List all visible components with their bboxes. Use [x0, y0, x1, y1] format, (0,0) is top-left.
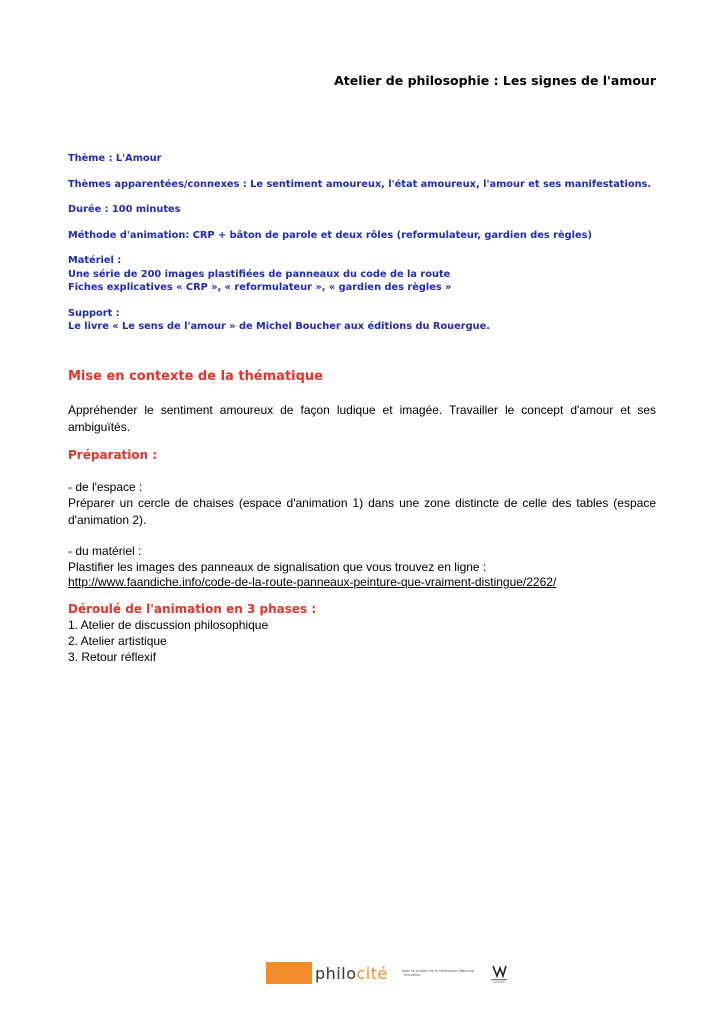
philocite-logo-text [315, 964, 388, 983]
space-label: - de l'espace : [68, 480, 143, 494]
material-prep-text: Plastifier les images des panneaux de signalisation que vous trouvez en ligne : [68, 560, 487, 574]
philocite-logo-block [266, 962, 312, 984]
preparation-heading: Préparation : [68, 448, 158, 462]
meta-section [68, 152, 658, 346]
footer [266, 962, 510, 984]
material-prep-label: - du matériel : [68, 544, 142, 558]
phase-item-1: 1. Atelier de discussion philosophique [68, 618, 269, 632]
document-title: Atelier de philosophie : Les signes de l'amour [334, 73, 656, 88]
support-label: Support : [68, 307, 120, 319]
federation-logo-icon [488, 962, 510, 984]
related-themes-line: Thèmes apparentées/connexes : Le sentiment amoureux, l'état amoureux, l'amour et ses manifestations. [68, 178, 652, 190]
context-text: Appréhender le sentiment amoureux de façon ludique et imagée. Travailler le concept d'amour et ses ambiguïtés. [68, 403, 656, 434]
sponsor-text: Avec le soutien de la Fédération Wallonie - Bruxelles [401, 969, 474, 977]
support-line: Le livre « Le sens de l'amour » de Michel Boucher aux éditions du Rouergue. [68, 321, 490, 332]
phases-heading: Déroulé de l'animation en 3 phases : [68, 602, 317, 616]
phase-item-2: 2. Atelier artistique [68, 634, 167, 648]
material-line-2: Fiches explicatives « CRP », « reformulateur », « gardien des règles » [68, 282, 452, 293]
resource-link[interactable]: http://www.faandiche.info/code-de-la-route-panneaux-peinture-que-vraiment-distingue/2262/ [68, 575, 557, 589]
method-line: Méthode d'animation: CRP + bâton de parole et deux rôles (reformulateur, gardien des règles) [68, 229, 592, 241]
context-heading: Mise en contexte de la thématique [68, 369, 323, 384]
material-label: Matériel : [68, 255, 122, 266]
theme-line: Thème : L'Amour [68, 153, 162, 164]
material-line-1: Une série de 200 images plastifiées de panneaux du code de la route [68, 268, 451, 280]
duration-line: Durée : 100 minutes [68, 204, 181, 215]
phase-item-3: 3. Retour réflexif [68, 650, 157, 664]
space-text: Préparer un cercle de chaises (espace d'animation 1) dans une zone distincte de celle des tables (espace d'animation 2). [68, 496, 656, 527]
brand-part-1: philo [315, 963, 357, 983]
brand-part-2: cité [356, 963, 388, 983]
